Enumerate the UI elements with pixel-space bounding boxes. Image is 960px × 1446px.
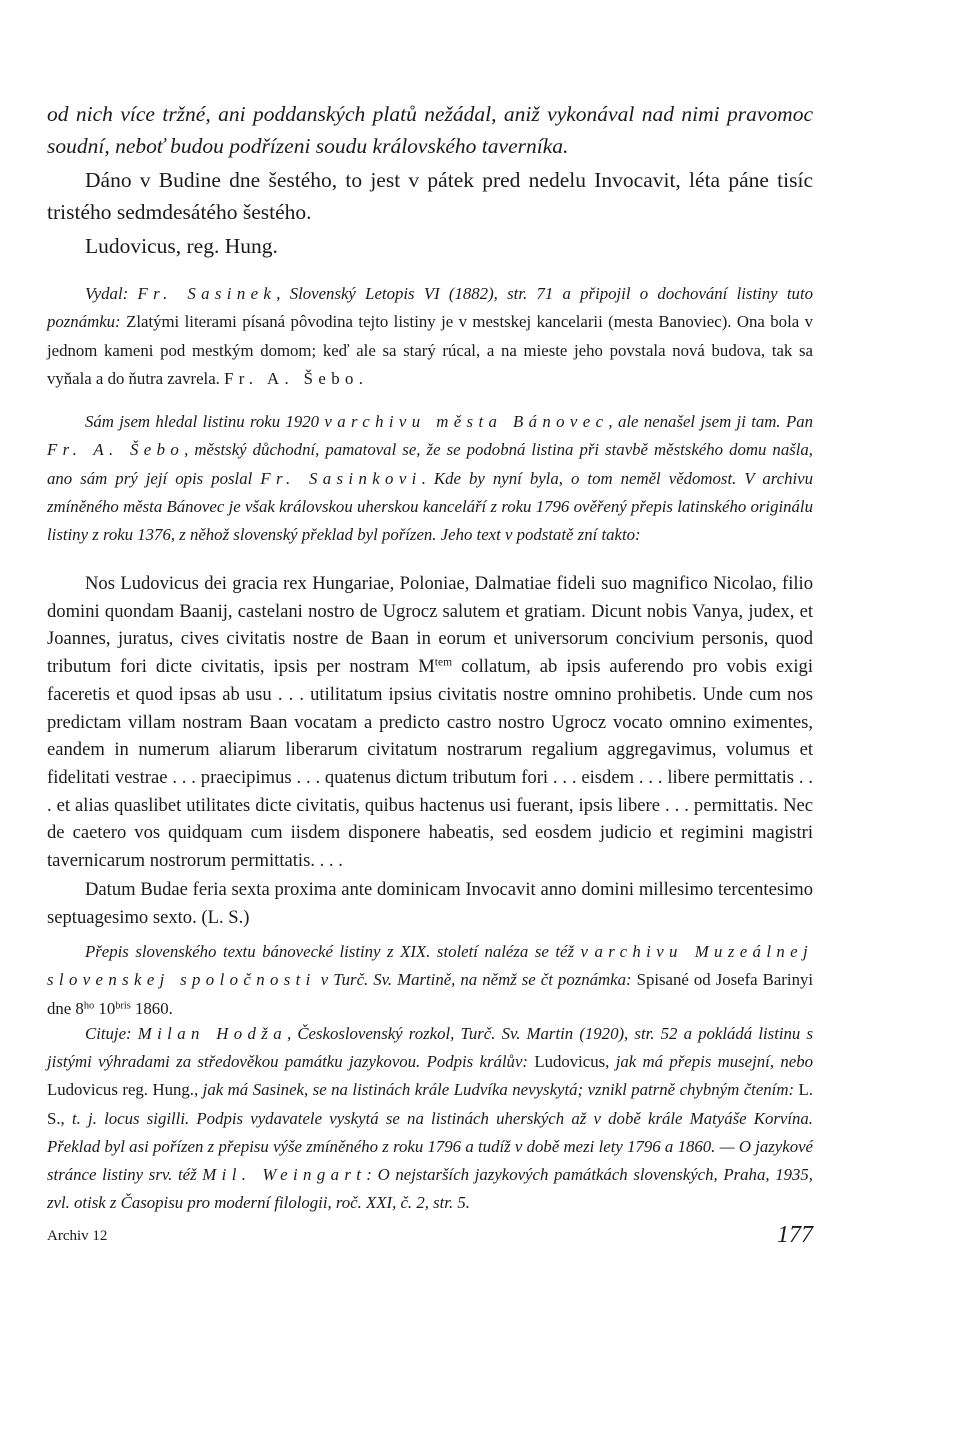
note-text: Vydal: [85,284,138,303]
latin-charter-text [47,570,813,875]
latin-text: Nos Ludovicus dei gracia rex Hungariae, Poloniae, Dalmatiae fideli suo magnifico Nicolao, filio domini quondam Baanij, castelani nostro de Ugrocz salutem et gratiam. Dicunt nobis Vanya, judex, et Joannes, juratus, cives civitatis nostre de Baan in eorum et universorum concivium personis, quod tributum fori dicte civitatis, ipsis per nostram M [47,573,813,678]
quoted-text: Ludovicus, [534,1052,610,1072]
quoted-note: 1860. [130,998,173,1018]
latin-text: collatum, ab ipsis auferendo pro vobis exigi faceretis et quod ipsas ab usu . . . utilitatum ipsius civitatis nostre omnino prohibetis. Unde cum nos predictam villam nostram Baan vocatam a predicto castro nostro Ugrocz vocato omnino eximentes, eandem in numerum aliarum liberarum civitatum nostrarum regalium aggregavimus, volumus et fidelitati vestrae . . . praecipimus . . . quatenus dictum tributum fori . . . eisdem . . . libere permittatis . . . et alias quaslibet utilitates dicte civitatis, quibus hactenus usi fuerant, ipsis libere . . . permittatis. Nec de caetero vos quidquam cum iisdem disponere habeatis, sed eosdem judicio et regimini magistri tavernicarum nostrorum permittatis. . . . [47,656,813,872]
author-name: Fr. A. Šebo [47,440,185,460]
author-name: Fr. A. Šebo. [224,368,369,388]
note-transcript [47,938,813,1023]
paragraph-signature [47,230,813,262]
paragraph-dating [47,164,813,228]
note-text: , Slovenský Letopis VI (1882), str. 71 a připojil o dochování listiny tuto poznámku: [47,284,813,332]
latin-dating [47,876,813,931]
note-text: Sám jsem hledal listinu roku 1920 v [85,412,338,431]
page-number: 177 [777,1222,813,1248]
note-text: V archivu zmíněného města Bánovec je však královskou uherskou kanceláří z roku 1796 ověřený přepis latinského originálu listiny z roku 1376, z něhož slovenský překlad byl pořízen. Jeho text v podstatě zní takto: [47,468,814,545]
superscript: tem [434,656,453,669]
note-text: jak má přepis musejní, nebo [609,1052,813,1072]
author-name: Mil. Weingart [202,1165,367,1185]
author-name: Fr. Sasinkovi [260,468,422,488]
note-text: Přepis slovenského textu bánovecké listiny z XIX. století naléza se též v [85,942,595,961]
note-text: , městský důchodní, pamatoval se, že se podobná listina při stavbě městského domu našla, ano sám prý její opis poslal [47,440,813,488]
note-text: jak má Sasinek, se na listinách krále Ludvíka nevyskytá; vznikl patrně chybným čtením: [198,1080,799,1100]
latin-text: Datum Budae feria sexta proxima ante dominicam Invocavit anno domini millesimo tercentesimo septuagesimo sexto. (L. S.) [47,879,813,928]
archive-name: archivu města Bánovec [337,412,609,431]
note-text: : O nejstarších jazykových památkách slovenských, Praha, 1935, zvl. otisk z Časopisu pro moderní filologii, roč. XXI, č. 2, str. 5. [47,1165,813,1213]
note-edition [47,280,813,393]
note-citation [47,1020,813,1217]
quoted-note: 10 [94,998,116,1018]
note-text: , Československý rozkol, Turč. Sv. Martin (1920), str. 52 a pokládá listinu s jistými výhradami za středověkou památku jazykovou. Podpis králův: [47,1024,813,1072]
note-archive-search [47,408,813,549]
note-text: Cituje: [85,1024,138,1043]
note-text: , ale nenašel jsem ji tam. Pan [608,412,813,431]
quoted-text: Ludovicus reg. Hung., [47,1080,199,1100]
footer-signature-mark: Archiv 12 [47,1228,108,1244]
note-text: v Turč. Sv. Martině, na němž se čt poznámka: [315,970,637,990]
note-text: . Kde by nyní byla, o tom neměl vědomost. [421,468,745,488]
author-name: Milan Hodža [137,1024,287,1043]
quoted-note: Spisané od Josefa Barinyi dne 8 [47,970,814,1018]
superscript: bris [115,1000,131,1012]
superscript: ho [83,1000,95,1012]
paragraph-closing-clause [47,98,813,162]
signature-text: Ludovicus, reg. Hung. [85,234,278,258]
author-name: Fr. Sasinek [137,284,277,303]
paragraph-text: Dáno v Budine dne šestého, to jest v pátek pred nedelu Invocavit, léta páne tisíc tristého sedmdesátého šestého. [47,168,813,224]
paragraph-text: od nich více tržné, ani poddanských platů nežádal, aniž vykonával nad nimi pravomoc soudní, neboť budou podřízeni soudu královského taverníka. [47,102,813,158]
quoted-note: Zlatými literami písaná pôvodina tejto listiny je v mestskej kancelarii (mesta Banoviec). Ona bola v jednom kameni pod mestkým domom; keď ale sa starý rúcal, a na mieste jeho povstala nová budova, tak sa vyňala a do ňutra zavrela. [47,312,813,388]
quoted-text: L. S., [47,1080,813,1128]
archive-name: archivu Muzeálnej slovenskej spoločnosti [47,942,813,990]
note-text: t. j. locus sigilli. Podpis vydavatele vyskytá se na listinách uherských až v době krále Matyáše Korvína. Překlad byl asi pořízen z přepisu výše zmíněného z roku 1796 a tudíž v době mezi lety 1796 a 1860. — O jazykové stránce listiny srv. též [47,1108,813,1185]
